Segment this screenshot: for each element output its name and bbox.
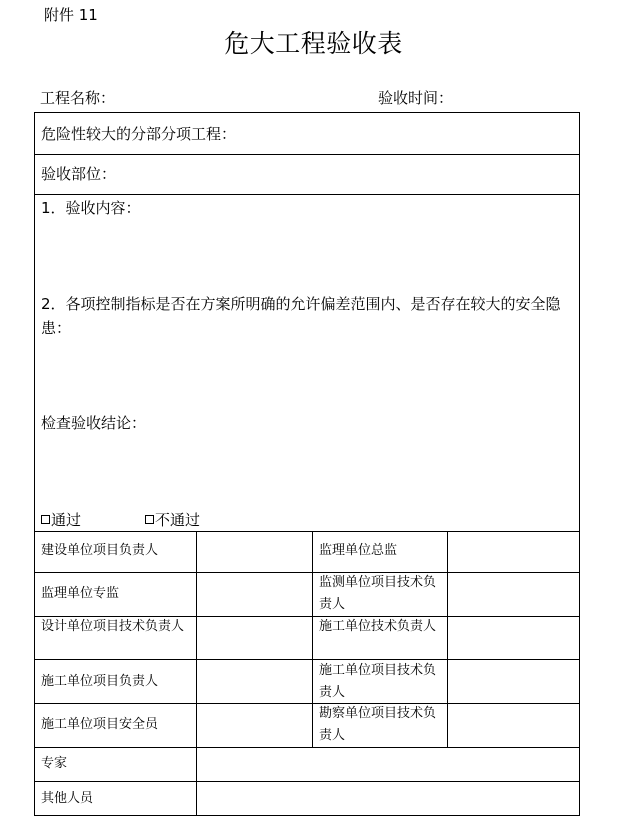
table-divider xyxy=(34,781,580,782)
acceptance-time-label: 验收时间： xyxy=(378,89,454,107)
attachment-number: 附件 11 xyxy=(44,6,98,24)
signature-role-left: 施工单位项目安全员 xyxy=(41,717,159,732)
table-divider xyxy=(34,154,580,155)
table-divider xyxy=(34,572,580,573)
signature-role-right: 施工单位项目技术负责人 xyxy=(319,663,437,700)
signature-role-left: 建设单位项目负责人 xyxy=(41,543,159,558)
table-divider xyxy=(34,531,580,532)
signature-role-right: 监测单位项目技术负责人 xyxy=(319,575,437,612)
table-divider xyxy=(312,531,313,747)
pass-option[interactable] xyxy=(41,508,81,532)
signature-role-left: 施工单位项目负责人 xyxy=(41,674,159,689)
pass-label: 通过 xyxy=(51,511,82,529)
table-divider xyxy=(447,531,448,747)
table-divider xyxy=(34,703,580,704)
signature-role-left: 监理单位专监 xyxy=(41,586,120,601)
conclusion-label: 检查验收结论： xyxy=(41,414,147,432)
table-divider xyxy=(34,194,580,195)
expert-label: 专家 xyxy=(41,756,68,771)
checkbox-icon[interactable] xyxy=(145,515,154,524)
fail-label: 不通过 xyxy=(155,511,201,529)
control-index-question: 2．各项控制指标是否在方案所明确的允许偏差范围内、是否存在较大的安全隐患： xyxy=(41,295,561,337)
signature-role-left: 设计单位项目技术负责人 xyxy=(41,619,185,634)
page-title: 危大工程验收表 xyxy=(224,29,403,58)
fail-option[interactable] xyxy=(145,508,200,532)
table-divider xyxy=(196,531,197,816)
acceptance-content-label: 1．验收内容： xyxy=(41,199,141,217)
checkbox-icon[interactable] xyxy=(41,515,50,524)
signature-role-right: 勘察单位项目技术负责人 xyxy=(319,706,437,743)
signature-role-right: 监理单位总监 xyxy=(319,543,398,558)
project-part-label: 危险性较大的分部分项工程： xyxy=(41,125,237,143)
table-divider xyxy=(34,747,580,748)
signature-role-right: 施工单位技术负责人 xyxy=(319,619,437,634)
others-label: 其他人员 xyxy=(41,791,94,806)
project-name-label: 工程名称： xyxy=(40,89,116,107)
acceptance-location-label: 验收部位： xyxy=(41,165,117,183)
table-divider xyxy=(34,659,580,660)
